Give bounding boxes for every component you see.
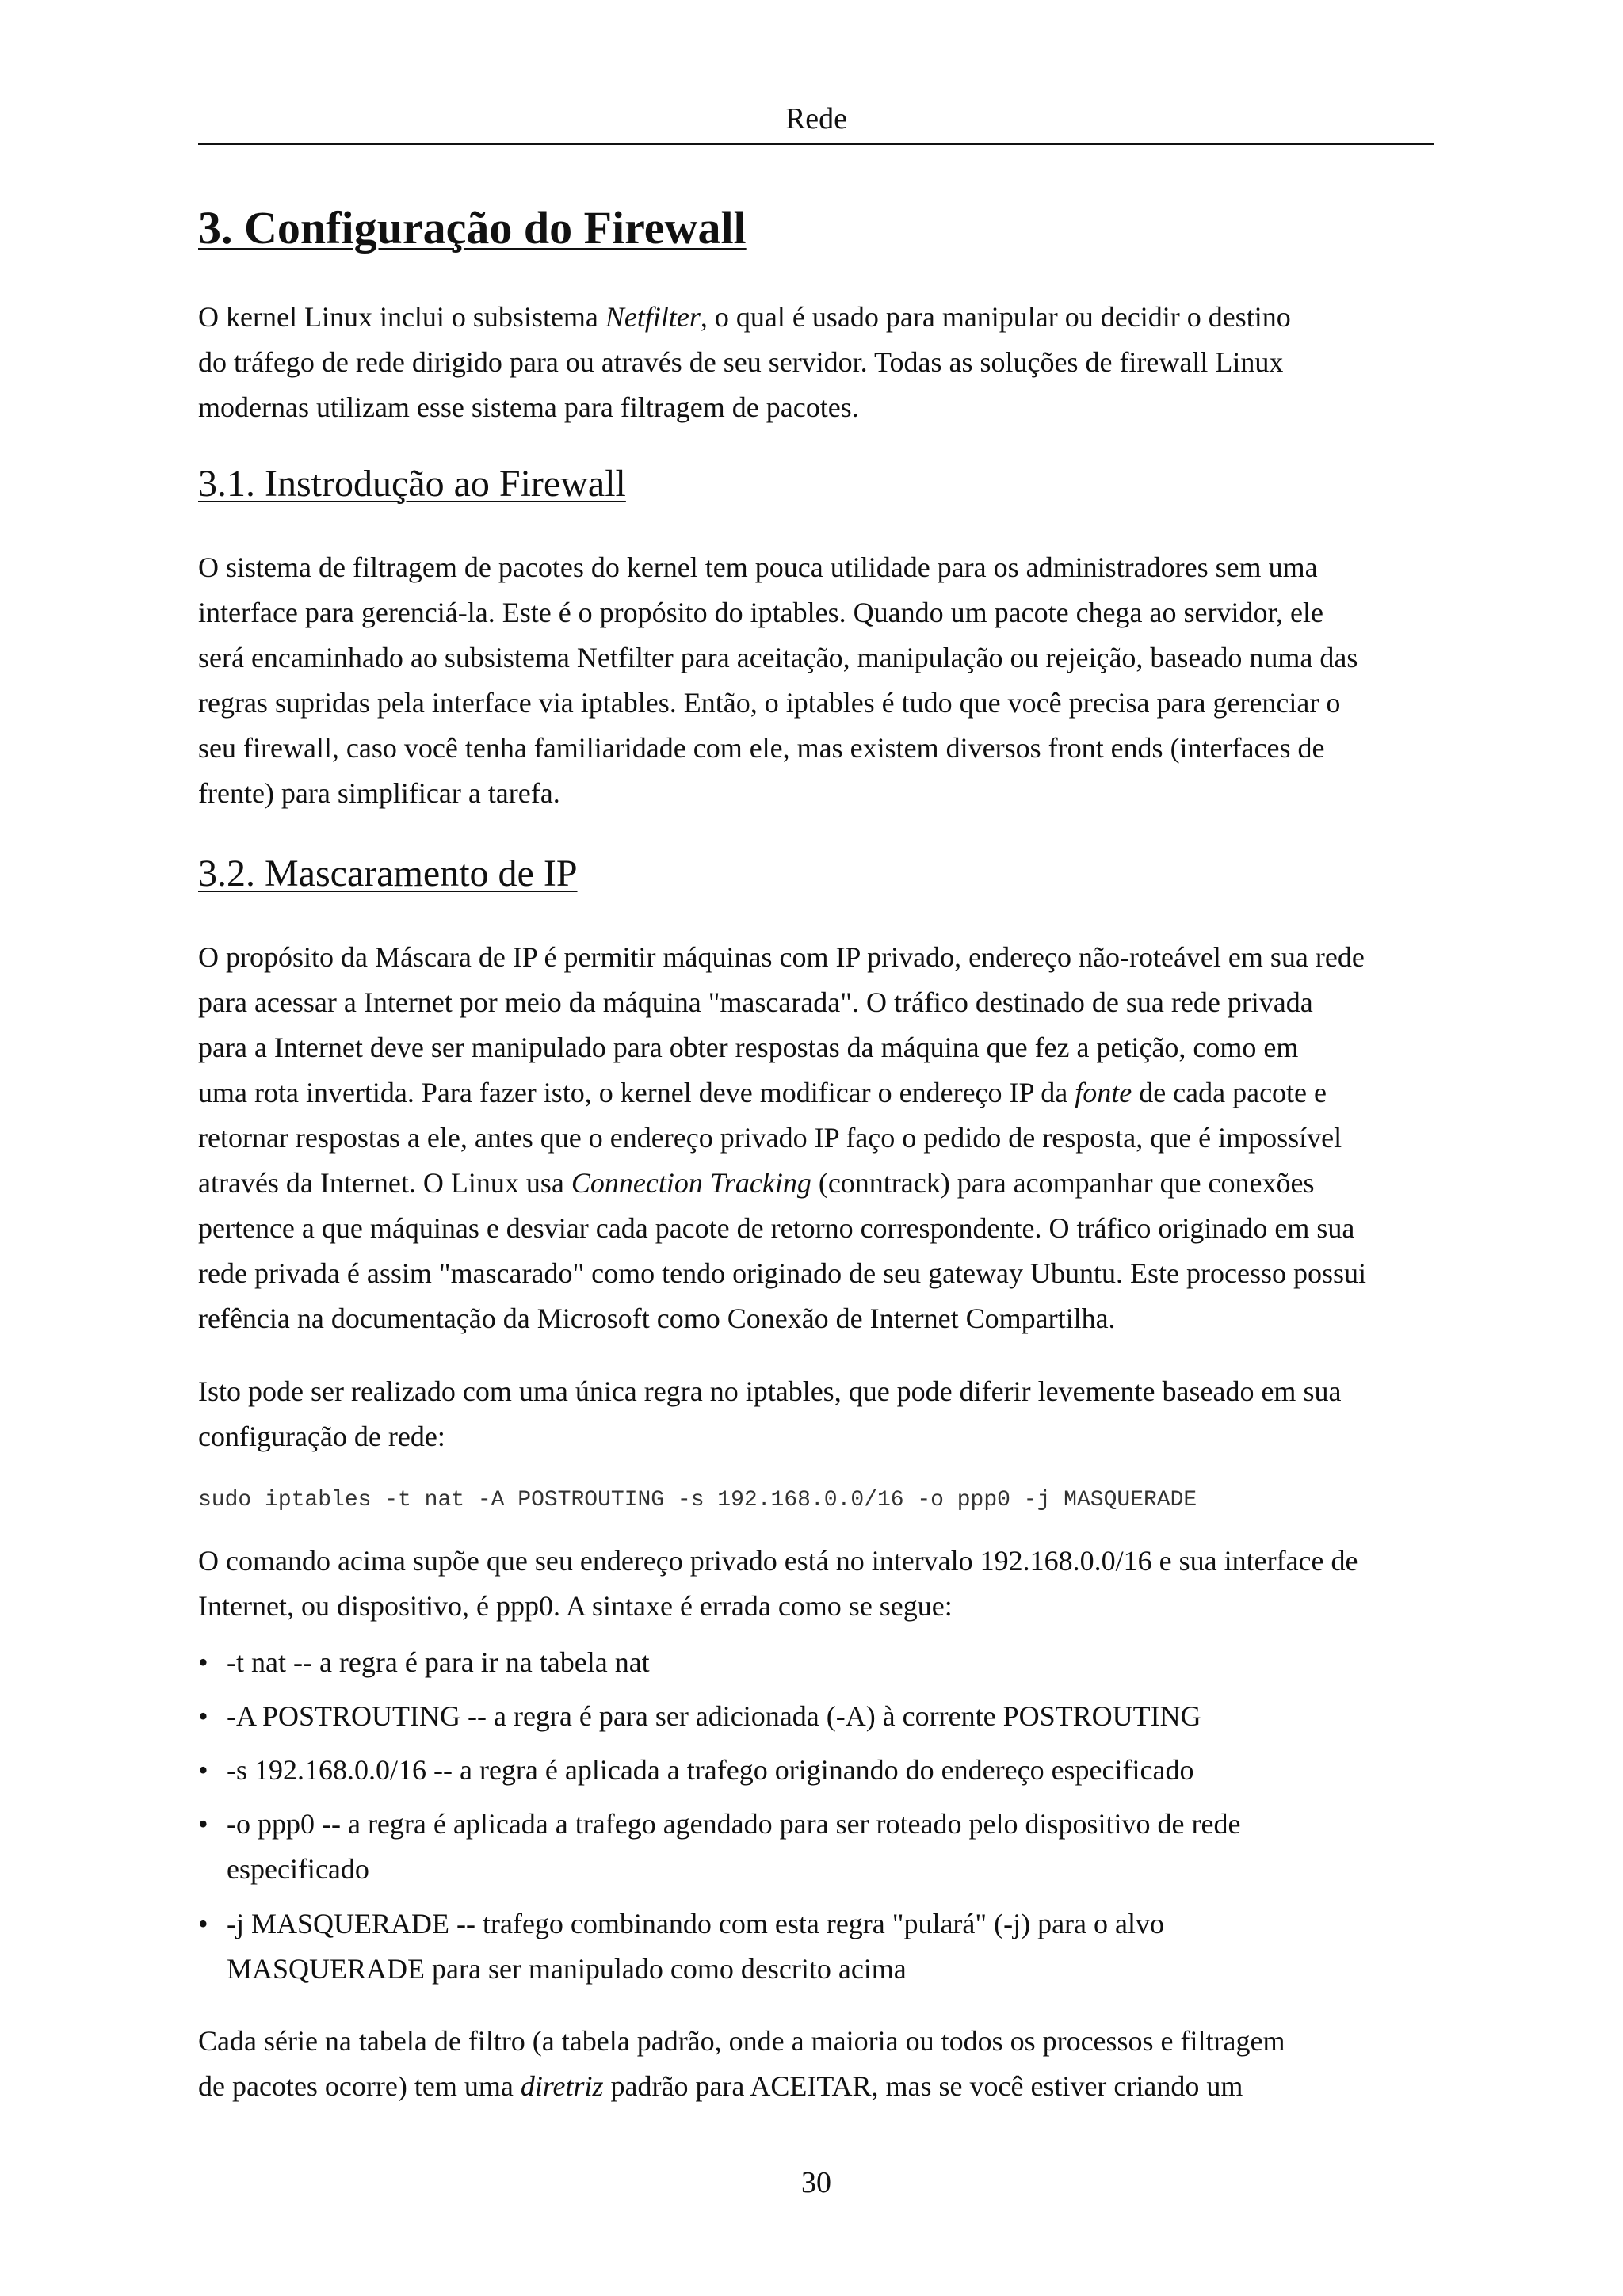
emphasis: diretriz (520, 2070, 604, 2102)
text-line: -s 192.168.0.0/16 -- a regra é aplicada a trafego originando do endereço especificado (227, 1754, 1194, 1786)
text-line: MASQUERADE para ser manipulado como descrito acima (227, 1953, 907, 1985)
text-line: retornar respostas a ele, antes que o endereço privado IP faço o pedido de resposta, que é impossível (198, 1122, 1342, 1154)
code-block: sudo iptables -t nat -A POSTROUTING -s 192.168.0.0/16 -o ppp0 -j MASQUERADE (198, 1488, 1197, 1512)
text-line: Isto pode ser realizado com uma única regra no iptables, que pode diferir levemente baseado em sua (198, 1375, 1342, 1407)
emphasis: Connection Tracking (571, 1167, 812, 1199)
text-line: frente) para simplificar a tarefa. (198, 777, 560, 809)
text-line: uma rota invertida. Para fazer isto, o kernel deve modificar o endereço IP da fonte de cada pacote e (198, 1077, 1327, 1108)
emphasis: Netfilter (605, 301, 701, 333)
text-line: seu firewall, caso você tenha familiaridade com ele, mas existem diversos front ends (interfaces de (198, 732, 1325, 764)
bullet-marker: • (198, 1908, 208, 1939)
bullet-marker: • (198, 1754, 208, 1786)
text-line: do tráfego de rede dirigido para ou através de seu servidor. Todas as soluções de firewall Linux (198, 346, 1284, 378)
text-line: para a Internet deve ser manipulado para obter respostas da máquina que fez a petição, como em (198, 1032, 1299, 1063)
text-line: O propósito da Máscara de IP é permitir máquinas com IP privado, endereço não-roteável em sua rede (198, 941, 1365, 973)
running-header: Rede (785, 102, 848, 135)
text-line: interface para gerenciá-la. Este é o propósito do iptables. Quando um pacote chega ao servidor, ele (198, 597, 1323, 628)
subsection-title-firewall-intro: 3.1. Instrodução ao Firewall (198, 463, 626, 505)
intro-paragraph (198, 295, 1434, 430)
command-explanation-paragraph (198, 1539, 1434, 1629)
text-line: -t nat -- a regra é para ir na tabela nat (227, 1646, 650, 1678)
iptables-rule-paragraph (198, 1369, 1434, 1459)
text-line: através da Internet. O Linux usa Connection Tracking (conntrack) para acompanhar que conexões (198, 1167, 1315, 1199)
text-line: regras supridas pela interface via iptables. Então, o iptables é tudo que você precisa para gerenciar o (198, 687, 1341, 719)
section-title: 3. Configuração do Firewall (198, 202, 747, 254)
text-line: O kernel Linux inclui o subsistema Netfilter, o qual é usado para manipular ou decidir o destino (198, 301, 1291, 333)
text-line: Cada série na tabela de filtro (a tabela padrão, onde a maioria ou todos os processos e filtragem (198, 2025, 1285, 2057)
bullet-marker: • (198, 1808, 208, 1840)
text-line: pertence a que máquinas e desviar cada pacote de retorno correspondente. O tráfico originado em sua (198, 1212, 1355, 1244)
text-line: rede privada é assim "mascarado" como tendo originado de seu gateway Ubuntu. Este processo possui (198, 1257, 1366, 1289)
subsection-title-ip-masquerade: 3.2. Mascaramento de IP (198, 852, 578, 894)
text-line: modernas utilizam esse sistema para filtragem de pacotes. (198, 391, 859, 423)
text-line: O comando acima supõe que seu endereço privado está no intervalo 192.168.0.0/16 e sua interface de (198, 1545, 1358, 1577)
text-line: Internet, ou dispositivo, é ppp0. A sintaxe é errada como se segue: (198, 1590, 953, 1622)
text-line: para acessar a Internet por meio da máquina "mascarada". O tráfico destinado de sua rede privada (198, 986, 1313, 1018)
filter-table-paragraph (198, 2019, 1434, 2109)
text-line: especificado (227, 1853, 369, 1885)
text-line: -A POSTROUTING -- a regra é para ser adicionada (-A) à corrente POSTROUTING (227, 1700, 1201, 1732)
text-line: O sistema de filtragem de pacotes do kernel tem pouca utilidade para os administradores sem uma (198, 551, 1318, 583)
text-line: refência na documentação da Microsoft como Conexão de Internet Compartilha. (198, 1302, 1116, 1334)
text-line: de pacotes ocorre) tem uma diretriz padrão para ACEITAR, mas se você estiver criando um (198, 2070, 1243, 2102)
masquerade-paragraph (198, 935, 1434, 1341)
bullet-marker: • (198, 1700, 208, 1732)
emphasis: fonte (1075, 1077, 1132, 1108)
page-number: 30 (801, 2166, 831, 2199)
text-line: -o ppp0 -- a regra é aplicada a trafego agendado para ser roteado pelo dispositivo de rede (227, 1808, 1241, 1840)
header-rule (198, 143, 1434, 145)
bullet-marker: • (198, 1646, 208, 1678)
text-line: será encaminhado ao subsistema Netfilter para aceitação, manipulação ou rejeição, baseado numa das (198, 642, 1358, 673)
text-line: -j MASQUERADE -- trafego combinando com esta regra "pulará" (-j) para o alvo (227, 1908, 1164, 1939)
text-line: configuração de rede: (198, 1421, 445, 1452)
firewall-intro-paragraph (198, 545, 1434, 816)
